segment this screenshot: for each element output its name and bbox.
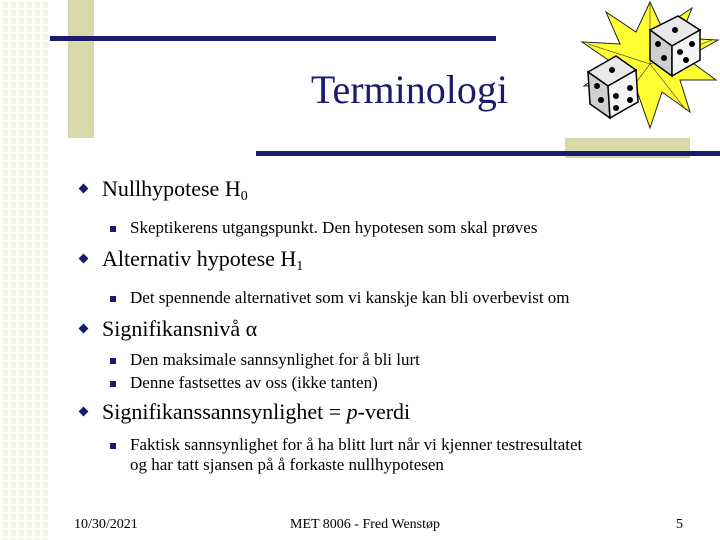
diamond-bullet-icon <box>79 407 89 417</box>
square-bullet-icon <box>110 226 116 232</box>
diamond-bullet-icon <box>79 324 89 334</box>
bullet-signifikansniva: Signifikansnivå α <box>78 316 698 342</box>
sub-bullet: Denne fastsettes av oss (ikke tanten) <box>78 373 698 393</box>
square-bullet-icon <box>110 358 116 364</box>
footer-page-number: 5 <box>676 517 683 532</box>
sub-bullet: Faktisk sannsynlighet for å ha blitt lurt når vi kjenner testresultatet og har tatt sjansen på å forkaste nullhypotesen <box>78 435 698 475</box>
square-bullet-icon <box>110 296 116 302</box>
square-bullet-icon <box>110 381 116 387</box>
decorative-navy-bar-top <box>50 36 496 41</box>
footer-date: 10/30/2021 <box>74 517 138 532</box>
sub-bullet: Den maksimale sannsynlighet for å bli lurt <box>78 350 698 370</box>
diamond-bullet-icon <box>79 184 89 194</box>
bullet-p-verdi: Signifikanssannsynlighet = p-verdi <box>78 399 698 425</box>
bullet-nullhypotese: Nullhypotese $H_0$ <box>78 176 698 210</box>
slide-title: Terminologi <box>310 67 508 112</box>
decorative-navy-bar-bottom <box>256 151 720 156</box>
square-bullet-icon <box>110 443 116 449</box>
dice-icon <box>580 0 720 130</box>
sub-bullet: Skeptikerens utgangspunkt. Den hypotesen som skal prøves <box>78 218 698 238</box>
bullet-alternativ-hypotese: Alternativ hypotese $H_1$ <box>78 246 698 280</box>
diamond-bullet-icon <box>79 254 89 264</box>
footer-course: MET 8006 - Fred Wenstøp <box>290 517 441 532</box>
slide-body <box>78 176 698 475</box>
sub-bullet: Det spennende alternativet som vi kanskje kan bli overbevist om <box>78 288 698 308</box>
